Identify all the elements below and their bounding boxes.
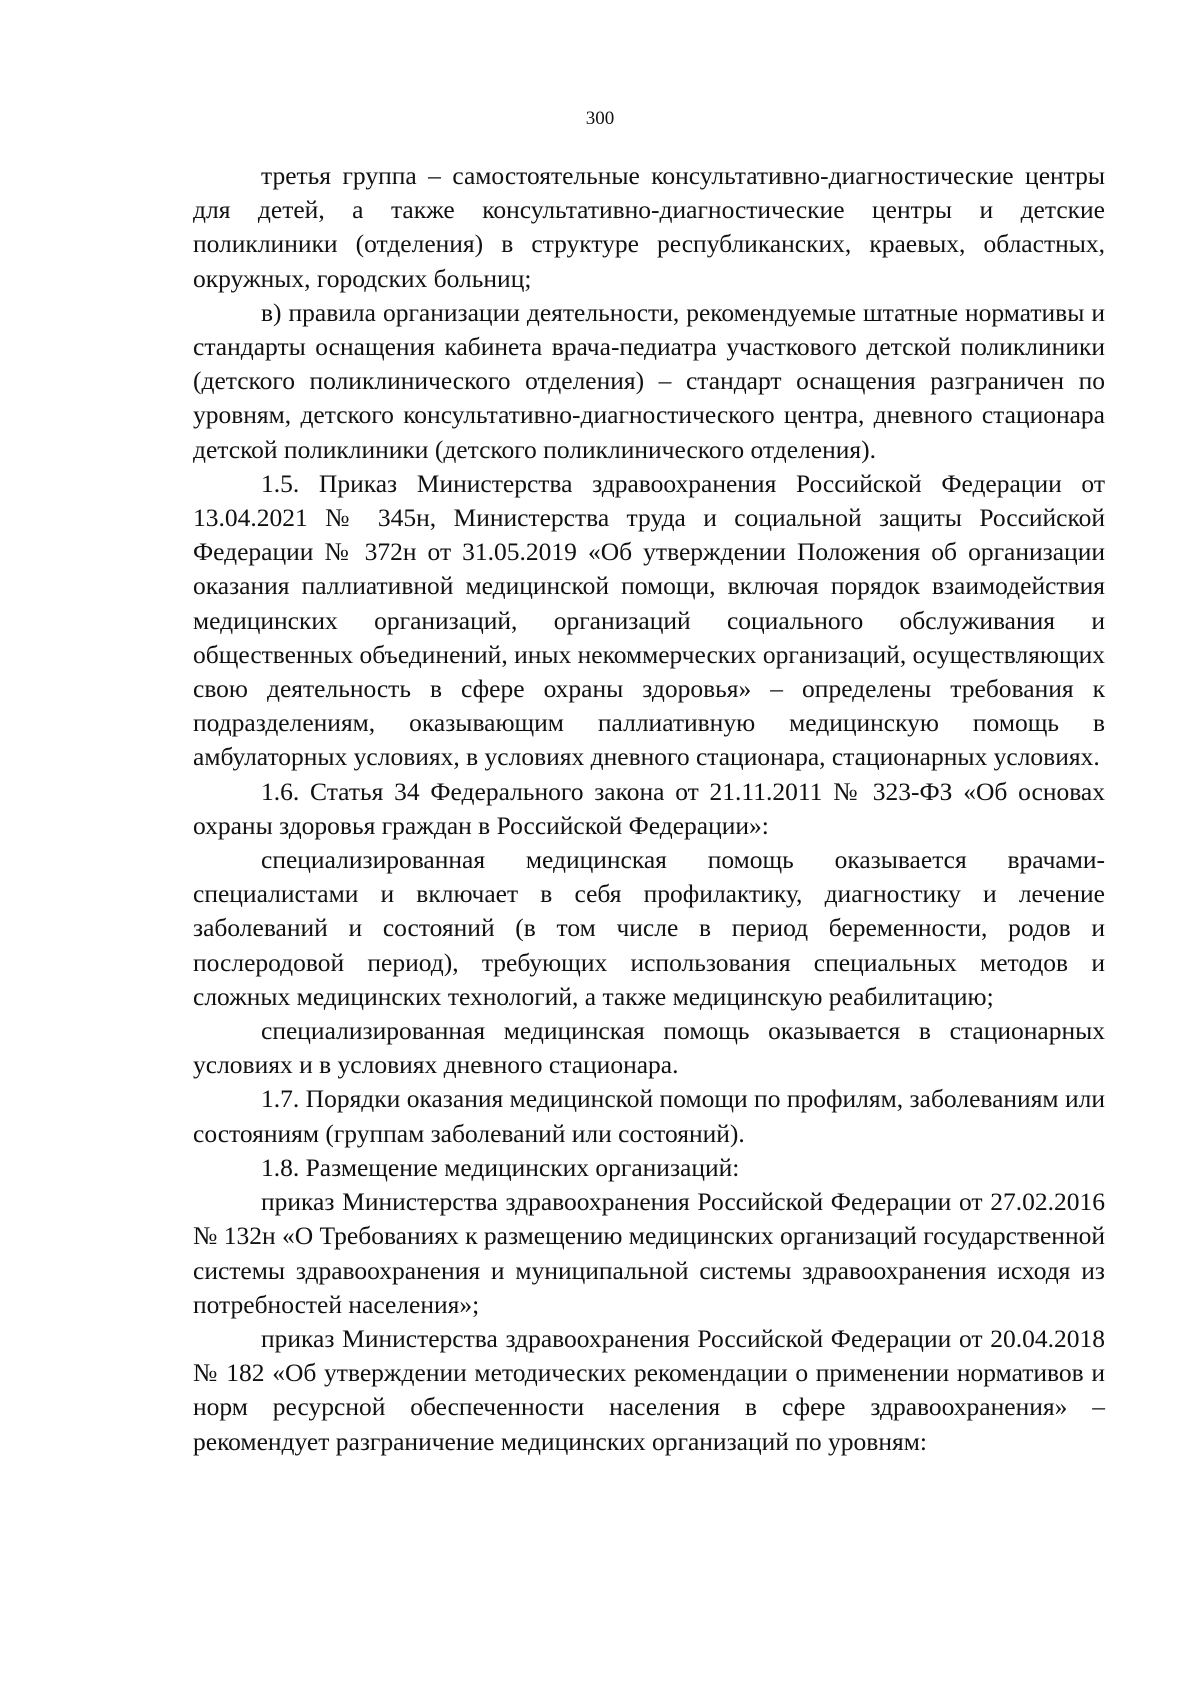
paragraph-1-5: 1.5. Приказ Министерства здравоохранения Российской Федерации от 13.04.2021 № 345н, Министерства труда и социальной защиты Российской Федерации № 372н от 31.05.2019 «Об утверждении Положения об организации оказания паллиативной медицинской помощи, включая порядок взаимодействия медицинских организаций, организаций социального обслуживания и общественных объединений, иных некоммерческих организаций, осуществляющих свою деятельность в сфере охраны здоровья» – определены требования к подразделениям, оказывающим паллиативную медицинскую помощь в амбулаторных условиях, в условиях дневного стационара, стационарных условиях. (193, 468, 1105, 772)
paragraph-order-132n: приказ Министерства здравоохранения Российской Федерации от 27.02.2016 № 132н «О Требованиях к размещению медицинских организаций государственной системы здравоохранения и муниципальной системы здравоохранения исходя из потребностей населения»; (193, 1187, 1105, 1319)
page-number: 300 (585, 108, 615, 129)
paragraph-1-6: 1.6. Статья 34 Федерального закона от 21.11.2011 № 323-ФЗ «Об основах охраны здоровья граждан в Российской Федерации»: (193, 776, 1105, 840)
paragraph-third-group: третья группа – самостоятельные консультативно-диагностические центры для детей, а также консультативно-диагностические центры и детские поликлиники (отделения) в структуре республиканских, краевых, областных, окружных, городских больниц; (193, 161, 1105, 293)
paragraph-item-v-rules: в) правила организации деятельности, рекомендуемые штатные нормативы и стандарты оснащения кабинета врача-педиатра участкового детской поликлиники (детского поликлинического отделения) – стандарт оснащения разграничен по уровням, детского консультативно-диагностического центра, дневного стационара детской поликлиники (детского поликлинического отделения). (193, 297, 1105, 464)
paragraph-1-7: 1.7. Порядки оказания медицинской помощи по профилям, заболеваниям или состояниям (группам заболеваний или состояний). (193, 1084, 1105, 1148)
paragraph-order-182: приказ Министерства здравоохранения Российской Федерации от 20.04.2018 № 182 «Об утверждении методических рекомендации о применении нормативов и норм ресурсной обеспеченности населения в сфере здравоохранения» – рекомендует разграничение медицинских организаций по уровням: (193, 1323, 1105, 1456)
paragraph-specialized-care-2: специализированная медицинская помощь оказывается в стационарных условиях и в условиях дневного стационара. (193, 1016, 1105, 1080)
document-body (193, 159, 1105, 1459)
paragraph-1-8: 1.8. Размещение медицинских организаций: (261, 1152, 740, 1182)
paragraph-specialized-care-1: специализированная медицинская помощь оказывается врачами-специалистами и включает в себя профилактику, диагностику и лечение заболеваний и состояний (в том числе в период беременности, родов и послеродовой период), требующих использования специальных методов и сложных медицинских технологий, а также медицинскую реабилитацию; (193, 845, 1105, 1011)
